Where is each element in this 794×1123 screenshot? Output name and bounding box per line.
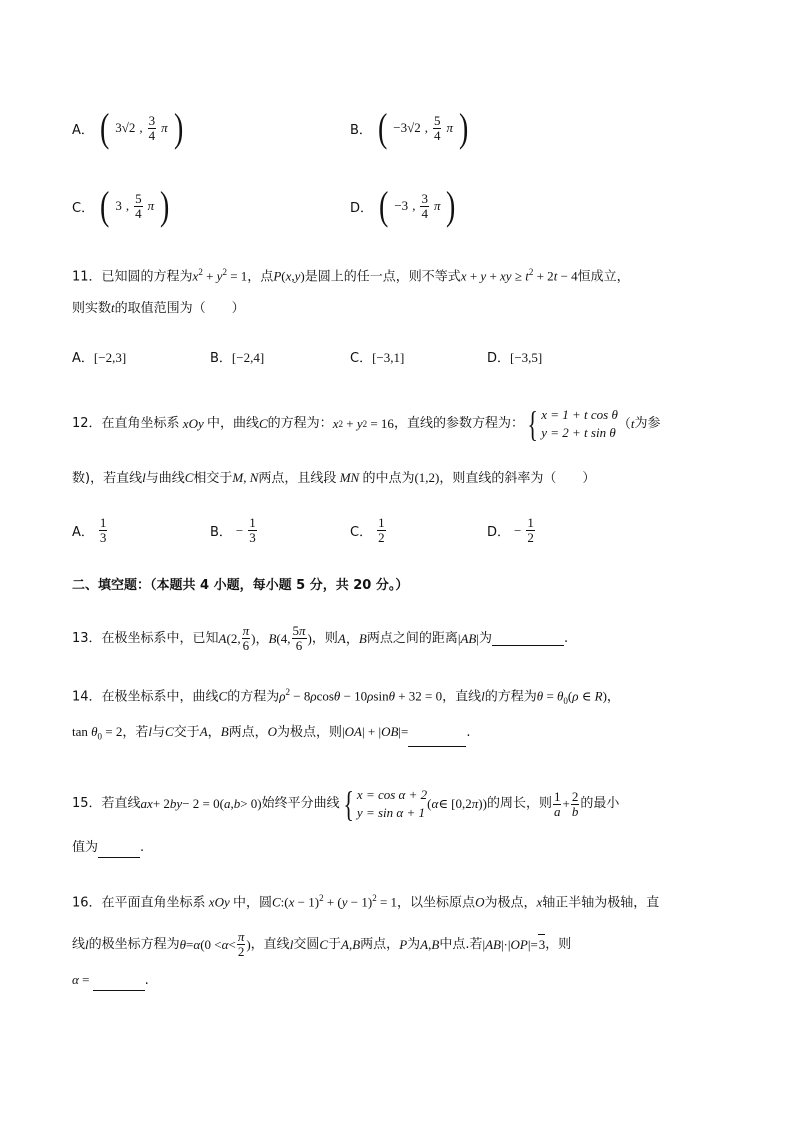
- q11-option-d: D．[−3,5]: [487, 350, 543, 366]
- q10-option-d: D． ( −3 , $\frac{3}{4}$ π ): [350, 183, 456, 228]
- q15-stem-line2: 值为 .: [72, 838, 144, 858]
- q10-option-a-r: 3√2: [115, 120, 136, 135]
- q11-option-c: C．[−3,1]: [350, 350, 405, 366]
- q16-stem-line2: 线 l 的极坐标方程为 θ = α (0 < α < $\frac{\pi}{2}$ ) ，直线 l 交圆 C 于 A , B 两点， P 为 A , B 中点.若 | AB |·| OP |= 3 ，则: [72, 929, 572, 959]
- q10-option-c: C． ( 3 , $\frac{5}{4}$ π ): [72, 183, 170, 228]
- q10-option-b-label: B．: [350, 122, 372, 138]
- q16-stem-line1: 16．在平面直角坐标系 xOy 中，圆C:(x − $1)^2 + (y - 1)^2 = 1$，以坐标原点O为极点，x轴正半轴为极轴，直: [72, 893, 660, 911]
- q13-stem: 13．在极坐标系中，已知 A (2, $\frac{\pi}{6}$ ) ， B (4, $\frac{5\pi}{6}$ ) ，则 A ， B 两点之间的距离 | AB | 为 .: [72, 623, 569, 653]
- q10-option-b-r: −3√2: [393, 120, 421, 135]
- q12-stem-line2: 数)，若直线l与曲线C相交于M, N两点，且线段 MN 的中点为(1,2)，则直线的斜率为（ ）: [72, 470, 596, 486]
- q11-option-a: A．[−2,3]: [72, 350, 127, 366]
- q12-option-c: C． $\frac{1}{2}$: [350, 515, 385, 545]
- q11-stem-line2: 则实数t的取值范围为（ ）: [72, 300, 245, 316]
- q10-option-b: B． ( −3√2 , $\frac{5}{4}$ π ): [350, 105, 469, 150]
- q12-option-a: A． $\frac{1}{3}$: [72, 515, 107, 545]
- q10-option-c-label: C．: [72, 200, 95, 216]
- q10-option-a-label: A．: [72, 122, 94, 138]
- q14-stem-line2: $\tan \theta_0 = 2$，若l与C交于A，B两点，O为极点，则|OA| + |OB|= .: [72, 722, 470, 747]
- q14-stem-line1: 14．在极坐标系中，曲线C的方程为$\rho^2 - 8\rho\cos\theta - 10\rho\sin\theta + 32 = 0$，直线l的方程为$\theta = \theta_0(\rho$ ∈ R)，: [72, 687, 620, 706]
- q15-stem-line1: 15．若直线 ax + 2 by − 2 = 0( a , b > 0) 始终平分曲线 { x = cos α + 2 y = sin α + 1 ( α ∈ [0,2 π )) 的周长，则 $\frac{1}{a}$ + $\frac{2}{b}$ 的最小: [72, 784, 620, 824]
- q12-option-d: D． − $\frac{1}{2}$: [487, 515, 534, 545]
- q11-stem-line1: 11．已知圆的方程为$x^2 + y^2 = 1$，点P(x,y)是圆上的任一点，则不等式x + y + xy ≥ $t^2 + 2t - 4$恒成立，: [72, 267, 630, 285]
- q10-option-d-label: D．: [350, 200, 374, 216]
- q12-option-b: B． − $\frac{1}{3}$: [210, 515, 256, 545]
- q10-option-a: A． ( 3√2 , $\frac{3}{4}$ π ): [72, 105, 183, 150]
- q16-stem-line3: α = .: [72, 970, 149, 991]
- section2-heading: 二、填空题：（本题共 4 小题，每小题 5 分，共 20 分。）: [72, 578, 409, 593]
- q12-stem-line1: 12．在直角坐标系 xOy 中，曲线 C 的方程为： x 2 + y 2 = 16 ，直线的参数方程为： { x = 1 + t cos θ y = 2 + t sin θ （ t 为参: [72, 404, 661, 444]
- q11-option-b: B．[−2,4]: [210, 350, 265, 366]
